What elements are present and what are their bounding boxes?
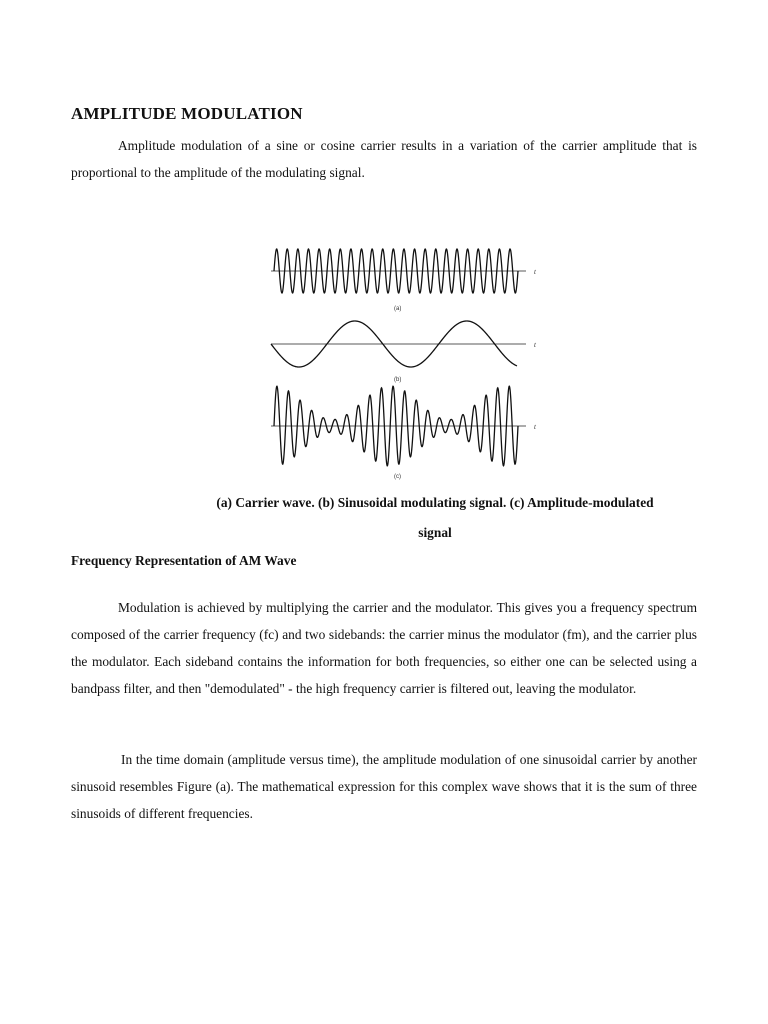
- panel-label-c: (c): [394, 474, 401, 480]
- panel-label-b: (b): [394, 377, 402, 383]
- carrier-axis-label: t: [534, 268, 536, 276]
- caption-line-2: signal: [418, 525, 452, 540]
- page-title: AMPLITUDE MODULATION: [71, 104, 303, 123]
- carrier-wave: [274, 249, 518, 293]
- paragraph-time-domain-text: In the time domain (amplitude versus time), the amplitude modulation of one sinusoidal carrier by another sinusoid resembles Figure (a). The mathematical expression for this complex wave shows that it is the sum of three sinusoids of different frequencies.: [71, 752, 697, 821]
- modulating-signal-panel: [271, 321, 537, 383]
- panel-label-a: (a): [394, 306, 402, 312]
- paragraph-modulation-text: Modulation is achieved by multiplying the carrier and the modulator. This gives you a frequency spectrum composed of the carrier frequency (fc) and two sidebands: the carrier minus the modulator (fm), and the carrier plus the modulator. Each sideband contains the information for both frequencies, so either one can be selected using a bandpass filter, and then "demodulated" - the high frequency carrier is filtered out, leaving the modulator.: [71, 600, 697, 696]
- figure-caption: [120, 488, 750, 548]
- intro-text: Amplitude modulation of a sine or cosine carrier results in a variation of the carrier amplitude that is proportional to the amplitude of the modulating signal.: [71, 138, 697, 180]
- intro-paragraph: [71, 132, 697, 186]
- carrier-wave-panel: [271, 249, 537, 312]
- section-subheading: Frequency Representation of AM Wave: [71, 553, 297, 568]
- modulation-figure: [268, 242, 540, 482]
- paragraph-time-domain: [71, 746, 697, 827]
- am-axis-label: t: [534, 423, 536, 431]
- am-signal-panel: [271, 386, 537, 480]
- modulating-axis-label: t: [534, 341, 536, 349]
- paragraph-modulation: [71, 594, 697, 702]
- caption-line-1: (a) Carrier wave. (b) Sinusoidal modulating signal. (c) Amplitude-modulated: [216, 495, 654, 510]
